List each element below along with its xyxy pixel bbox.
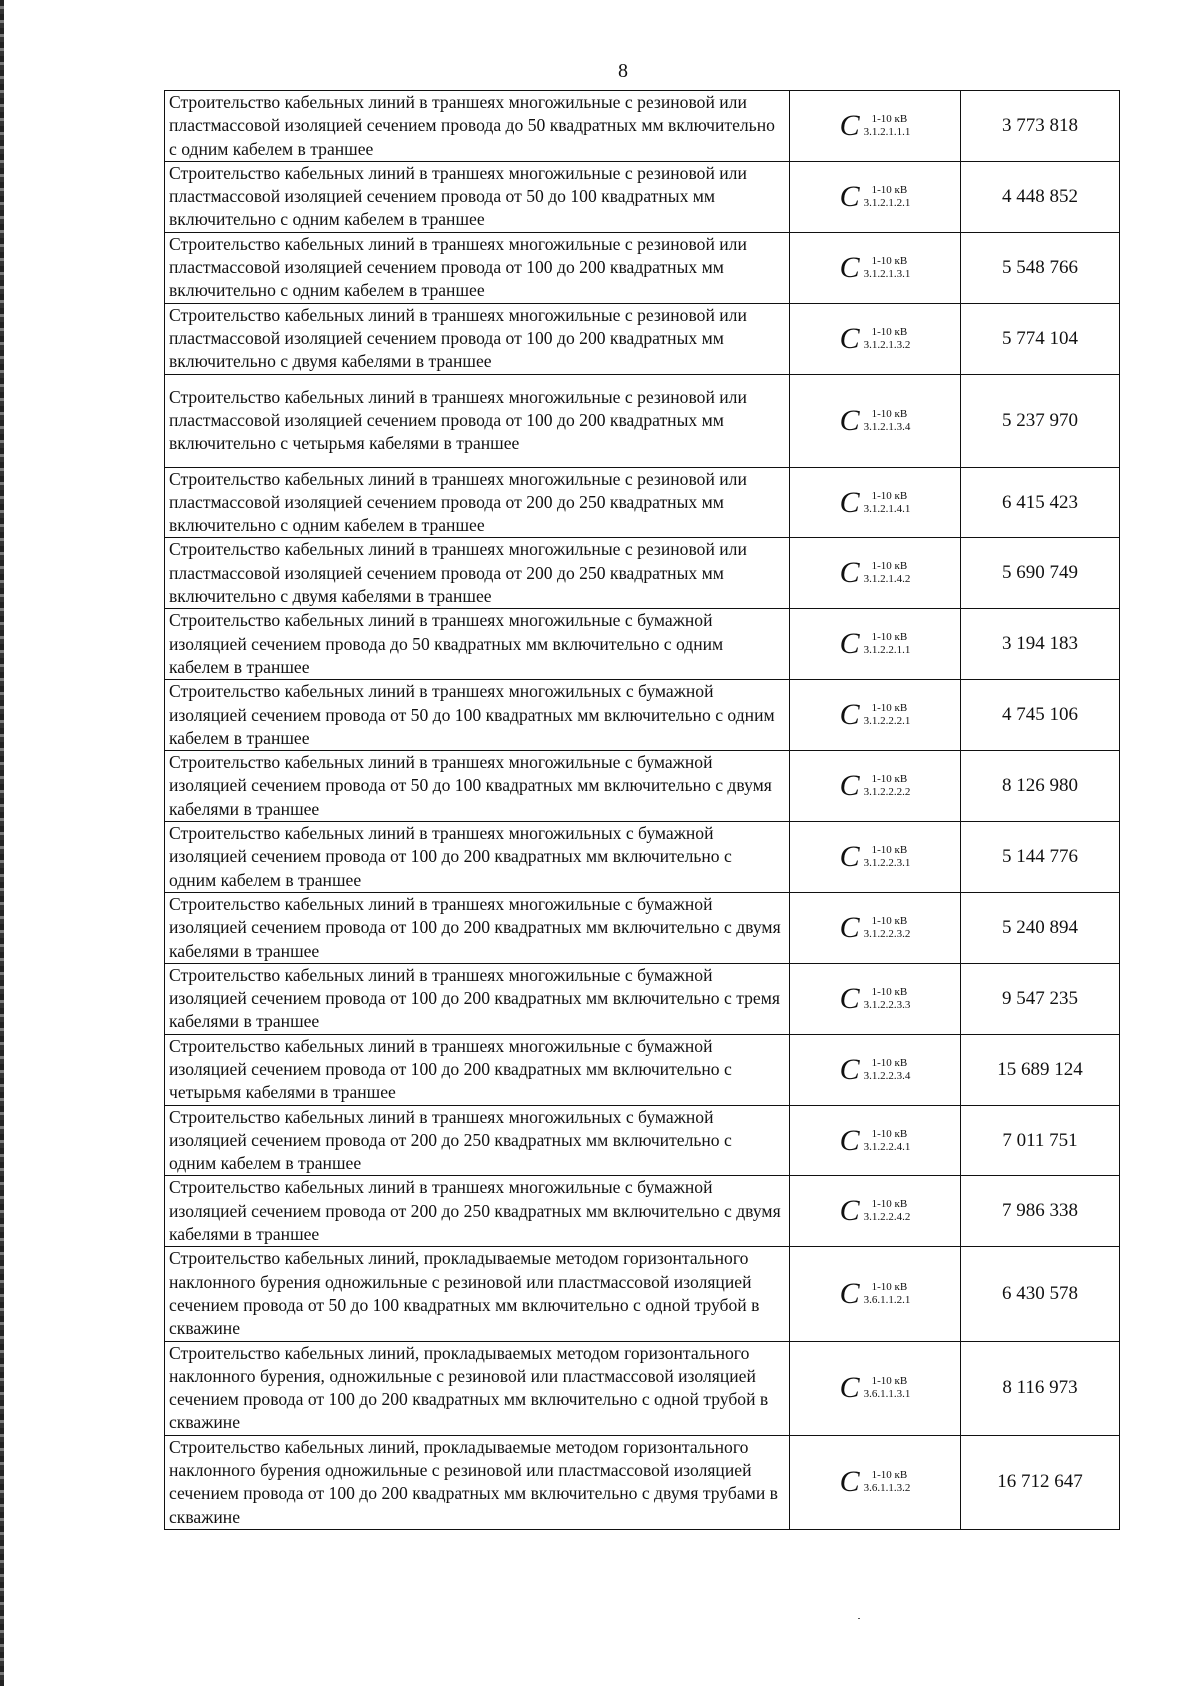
table-row — [165, 303, 1120, 374]
rate-symbol: C — [839, 1276, 860, 1310]
rate-symbol: C — [839, 1465, 860, 1499]
rate-code — [790, 1176, 961, 1247]
work-description: Строительство кабельных линий в траншеях многожильные с резиновой или пластмассовой изоляцией сечением провода от 200 до 250 квадратных мм включительно с одним кабелем в траншее — [165, 467, 790, 538]
voltage-label: 1-10 кВ — [871, 1375, 908, 1388]
rate-index: 3.1.2.1.3.1 — [863, 267, 911, 280]
work-description: Строительство кабельных линий в траншеях многожильные с бумажной изоляцией сечением провода от 50 до 100 квадратных мм включительно с двумя кабелями в траншее — [165, 751, 790, 822]
rate-index: 3.1.2.2.3.2 — [863, 927, 911, 940]
rate-code — [790, 1034, 961, 1105]
rate-index: 3.1.2.1.1.1 — [863, 125, 911, 138]
work-description: Строительство кабельных линий в траншеях многожильных с бумажной изоляцией сечением провода от 200 до 250 квадратных мм включительно с одним кабелем в траншее — [165, 1105, 790, 1176]
rate-value: 15 689 124 — [961, 1034, 1120, 1105]
voltage-label: 1-10 кВ — [871, 1056, 908, 1069]
table-row — [165, 161, 1120, 232]
work-description: Строительство кабельных линий в траншеях многожильные с резиновой или пластмассовой изоляцией сечением провода до 50 квадратных мм включительно с одним кабелем в траншее — [165, 91, 790, 162]
voltage-label: 1-10 кВ — [871, 985, 908, 998]
rate-value: 5 144 776 — [961, 822, 1120, 893]
rate-index: 3.1.2.1.4.2 — [863, 573, 911, 586]
table-row — [165, 892, 1120, 963]
table-row — [165, 751, 1120, 822]
rate-value: 3 773 818 — [961, 91, 1120, 162]
rate-value: 5 690 749 — [961, 538, 1120, 609]
work-description: Строительство кабельных линий в траншеях многожильные с резиновой или пластмассовой изоляцией сечением провода от 200 до 250 квадратных мм включительно с двумя кабелями в траншее — [165, 538, 790, 609]
work-description: Строительство кабельных линий в траншеях многожильные с бумажной изоляцией сечением провода от 100 до 200 квадратных мм включительно с четырьмя кабелями в траншее — [165, 1034, 790, 1105]
rate-index: 3.1.2.2.1.1 — [863, 644, 911, 657]
rate-value: 7 011 751 — [961, 1105, 1120, 1176]
voltage-label: 1-10 кВ — [871, 1198, 908, 1211]
rate-value: 16 712 647 — [961, 1435, 1120, 1529]
rate-index: 3.1.2.2.3.3 — [863, 998, 911, 1011]
work-description: Строительство кабельных линий в траншеях многожильные с резиновой или пластмассовой изоляцией сечением провода от 100 до 200 квадратных мм включительно с двумя кабелями в траншее — [165, 303, 790, 374]
rate-symbol: C — [839, 1052, 860, 1086]
work-description: Строительство кабельных линий, прокладываемые методом горизонтального наклонного бурения одножильные с резиновой или пластмассовой изоляцией сечением провода от 100 до 200 квадратных мм включительно с двумя трубами в скважине — [165, 1435, 790, 1529]
work-description: Строительство кабельных линий в траншеях многожильные с резиновой или пластмассовой изоляцией сечением провода от 100 до 200 квадратных мм включительно с одним кабелем в траншее — [165, 232, 790, 303]
voltage-label: 1-10 кВ — [871, 183, 908, 196]
rate-index: 3.1.2.2.2.1 — [863, 715, 911, 728]
rate-symbol: C — [839, 910, 860, 944]
rate-code — [790, 303, 961, 374]
rate-symbol: C — [839, 769, 860, 803]
rate-symbol: C — [839, 485, 860, 519]
rate-code — [790, 91, 961, 162]
table-row — [165, 1341, 1120, 1435]
rate-symbol: C — [839, 321, 860, 355]
rate-symbol: C — [839, 1371, 860, 1405]
table-row — [165, 963, 1120, 1034]
rate-index: 3.6.1.1.2.1 — [863, 1293, 911, 1306]
rate-index: 3.1.2.2.2.2 — [863, 786, 911, 799]
rate-symbol: C — [839, 1123, 860, 1157]
table-row — [165, 538, 1120, 609]
rate-index: 3.6.1.1.3.2 — [863, 1482, 911, 1495]
rate-symbol: C — [839, 627, 860, 661]
voltage-label: 1-10 кВ — [871, 560, 908, 573]
rate-index: 3.1.2.1.3.2 — [863, 338, 911, 351]
rate-symbol: C — [839, 250, 860, 284]
voltage-label: 1-10 кВ — [871, 407, 908, 420]
rate-value: 6 430 578 — [961, 1247, 1120, 1341]
work-description: Строительство кабельных линий в траншеях многожильные с бумажной изоляцией сечением провода до 50 квадратных мм включительно с одним кабелем в траншее — [165, 609, 790, 680]
rate-index: 3.1.2.2.4.1 — [863, 1140, 911, 1153]
rate-symbol: C — [839, 1194, 860, 1228]
rate-code — [790, 963, 961, 1034]
voltage-label: 1-10 кВ — [871, 1127, 908, 1140]
table-row — [165, 1435, 1120, 1529]
rate-code — [790, 1105, 961, 1176]
scan-edge — [0, 0, 4, 1686]
work-description: Строительство кабельных линий в траншеях многожильные с резиновой или пластмассовой изоляцией сечением провода от 50 до 100 квадратных мм включительно с одним кабелем в траншее — [165, 161, 790, 232]
work-description: Строительство кабельных линий в траншеях многожильные с резиновой или пластмассовой изоляцией сечением провода от 100 до 200 квадратных мм включительно с четырьмя кабелями в траншее — [165, 374, 790, 467]
rate-value: 5 548 766 — [961, 232, 1120, 303]
rate-code — [790, 232, 961, 303]
rate-code — [790, 822, 961, 893]
work-description: Строительство кабельных линий в траншеях многожильные с бумажной изоляцией сечением провода от 200 до 250 квадратных мм включительно с двумя кабелями в траншее — [165, 1176, 790, 1247]
scan-speck — [858, 1618, 860, 1619]
voltage-label: 1-10 кВ — [871, 773, 908, 786]
rate-index: 3.6.1.1.3.1 — [863, 1388, 911, 1401]
voltage-label: 1-10 кВ — [871, 489, 908, 502]
rate-value: 8 116 973 — [961, 1341, 1120, 1435]
table-row — [165, 232, 1120, 303]
voltage-label: 1-10 кВ — [871, 702, 908, 715]
work-description: Строительство кабельных линий в траншеях многожильных с бумажной изоляцией сечением провода от 50 до 100 квадратных мм включительно с одним кабелем в траншее — [165, 680, 790, 751]
table-row — [165, 1247, 1120, 1341]
rate-code — [790, 467, 961, 538]
table-row — [165, 1105, 1120, 1176]
rates-table — [164, 90, 1120, 1530]
table-row — [165, 467, 1120, 538]
rate-index: 3.1.2.1.4.1 — [863, 502, 911, 515]
voltage-label: 1-10 кВ — [871, 1280, 908, 1293]
rate-value: 5 774 104 — [961, 303, 1120, 374]
rate-value: 4 448 852 — [961, 161, 1120, 232]
work-description: Строительство кабельных линий в траншеях многожильные с бумажной изоляцией сечением провода от 100 до 200 квадратных мм включительно с тремя кабелями в траншее — [165, 963, 790, 1034]
rate-value: 4 745 106 — [961, 680, 1120, 751]
work-description: Строительство кабельных линий, прокладываемые методом горизонтального наклонного бурения одножильные с резиновой или пластмассовой изоляцией сечением провода от 50 до 100 квадратных мм включительно с одной трубой в скважине — [165, 1247, 790, 1341]
voltage-label: 1-10 кВ — [871, 631, 908, 644]
rate-symbol: C — [839, 698, 860, 732]
work-description: Строительство кабельных линий в траншеях многожильных с бумажной изоляцией сечением провода от 100 до 200 квадратных мм включительно с одним кабелем в траншее — [165, 822, 790, 893]
table-row — [165, 822, 1120, 893]
voltage-label: 1-10 кВ — [871, 112, 908, 125]
rate-value: 3 194 183 — [961, 609, 1120, 680]
rate-index: 3.1.2.2.3.1 — [863, 856, 911, 869]
rate-value: 9 547 235 — [961, 963, 1120, 1034]
rate-code — [790, 1341, 961, 1435]
rate-code — [790, 161, 961, 232]
table-row — [165, 1176, 1120, 1247]
rate-symbol: C — [839, 981, 860, 1015]
rate-index: 3.1.2.1.3.4 — [863, 420, 911, 433]
voltage-label: 1-10 кВ — [871, 325, 908, 338]
rate-code — [790, 751, 961, 822]
rate-index: 3.1.2.2.4.2 — [863, 1211, 911, 1224]
rate-code — [790, 538, 961, 609]
rate-value: 6 415 423 — [961, 467, 1120, 538]
voltage-label: 1-10 кВ — [871, 914, 908, 927]
rate-value: 8 126 980 — [961, 751, 1120, 822]
rate-value: 5 240 894 — [961, 892, 1120, 963]
voltage-label: 1-10 кВ — [871, 843, 908, 856]
rate-value: 5 237 970 — [961, 374, 1120, 467]
rate-symbol: C — [839, 839, 860, 873]
rate-index: 3.1.2.2.3.4 — [863, 1069, 911, 1082]
table-row — [165, 91, 1120, 162]
voltage-label: 1-10 кВ — [871, 1469, 908, 1482]
rate-value: 7 986 338 — [961, 1176, 1120, 1247]
rate-symbol: C — [839, 108, 860, 142]
rate-code — [790, 374, 961, 467]
table-row — [165, 374, 1120, 467]
rate-code — [790, 1247, 961, 1341]
page-number: 8 — [618, 60, 628, 82]
table-row — [165, 1034, 1120, 1105]
voltage-label: 1-10 кВ — [871, 254, 908, 267]
table-row — [165, 609, 1120, 680]
rate-symbol: C — [839, 179, 860, 213]
rate-code — [790, 892, 961, 963]
table-row — [165, 680, 1120, 751]
work-description: Строительство кабельных линий, прокладываемых методом горизонтального наклонного бурения, одножильные с резиновой или пластмассовой изоляцией сечением провода от 100 до 200 квадратных мм включительно с одной трубой в скважине — [165, 1341, 790, 1435]
rate-code — [790, 609, 961, 680]
rate-code — [790, 1435, 961, 1529]
rate-symbol: C — [839, 403, 860, 437]
rate-index: 3.1.2.1.2.1 — [863, 196, 911, 209]
rate-code — [790, 680, 961, 751]
rate-symbol: C — [839, 556, 860, 590]
work-description: Строительство кабельных линий в траншеях многожильные с бумажной изоляцией сечением провода от 100 до 200 квадратных мм включительно с двумя кабелями в траншее — [165, 892, 790, 963]
